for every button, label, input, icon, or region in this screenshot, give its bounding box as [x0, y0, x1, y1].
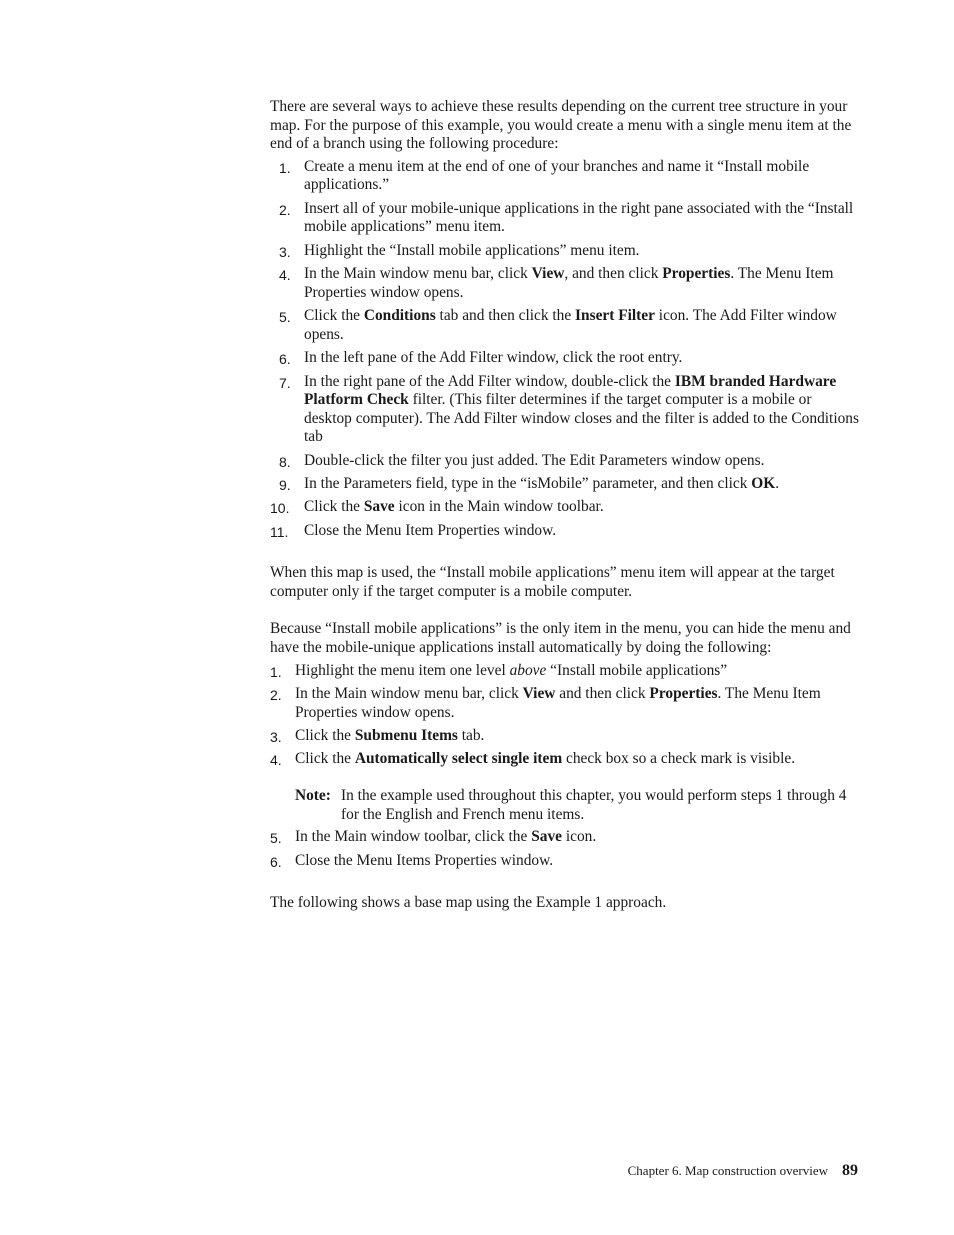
step-number: 10. — [270, 500, 290, 517]
step-number: 4. — [279, 267, 291, 284]
page-content — [270, 98, 860, 913]
step-number: 11. — [270, 523, 289, 540]
list-item: 6. Close the Menu Items Properties window. — [270, 851, 554, 870]
list-item: 3. Click the Submenu Items tab. — [270, 726, 485, 745]
list-item: 2. Insert all of your mobile-unique applications in the right pane associated with the “Install mobile applications” menu item. — [279, 199, 854, 236]
list-item: 4. In the Main window menu bar, click View, and then click Properties. The Menu Item Properties window opens. — [279, 265, 834, 301]
step-number: 1. — [270, 663, 282, 680]
note-label: Note: — [295, 786, 331, 804]
list-item: 5. In the Main window toolbar, click the Save icon. — [270, 828, 597, 847]
list-item: 11. Close the Menu Item Properties window. — [270, 521, 557, 540]
step-number: 4. — [270, 752, 282, 769]
list-item: 3. Highlight the “Install mobile applications” menu item. — [279, 241, 640, 260]
list-item: 2. In the Main window menu bar, click View and then click Properties. The Menu Item Properties window opens. — [270, 685, 821, 721]
step-number: 6. — [279, 351, 291, 368]
list-item: 1. Highlight the menu item one level above “Install mobile applications” — [270, 661, 728, 680]
step-number: 2. — [270, 687, 282, 703]
step-number: 5. — [279, 309, 291, 326]
list-item: 6. In the left pane of the Add Filter window, click the root entry. — [279, 349, 683, 368]
page-number: 89 — [842, 1162, 858, 1179]
list-item: 1. Create a menu item at the end of one of your branches and name it “Install mobile applications.” — [279, 157, 810, 194]
step-number: 9. — [279, 477, 291, 494]
list-item: 9. In the Parameters field, type in the “isMobile” parameter, and then click OK. — [279, 475, 780, 494]
hide-menu-paragraph: Because “Install mobile applications” is the only item in the menu, you can hide the menu and have the mobile-unique applications install automatically by doing the following: — [270, 620, 851, 657]
step-number: 8. — [279, 453, 291, 470]
list-item: 5. Click the Conditions tab and then click the Insert Filter icon. The Add Filter window opens. — [279, 307, 837, 343]
note-text: In the example used throughout this chapter, you would perform steps 1 through 4 for the English and French menu items. — [341, 786, 847, 823]
chapter-title: Chapter 6. Map construction overview — [627, 1163, 828, 1178]
closing-paragraph: The following shows a base map using the Example 1 approach. — [270, 893, 667, 911]
note-block — [295, 787, 860, 824]
step-number: 2. — [279, 201, 291, 218]
step-number: 7. — [279, 374, 291, 391]
list-item: 4. Click the Automatically select single item check box so a check mark is visible. — [270, 750, 796, 769]
list-item: 10. Click the Save icon in the Main window toolbar. — [270, 498, 604, 517]
step-number: 3. — [279, 243, 291, 260]
intro-paragraph: There are several ways to achieve these results depending on the current tree structure in your map. For the purpose of this example, you would create a menu with a single menu item at the end of a branch using the following procedure: — [270, 98, 852, 153]
list-item: 8. Double-click the filter you just added. The Edit Parameters window opens. — [279, 451, 765, 470]
step-number: 1. — [279, 159, 291, 176]
procedure-list — [270, 158, 860, 541]
step-number: 5. — [270, 830, 282, 847]
hide-menu-list-continued — [270, 828, 860, 870]
step-number: 6. — [270, 853, 282, 870]
usage-paragraph: When this map is used, the “Install mobile applications” menu item will appear at the target computer only if the target computer is a mobile computer. — [270, 564, 835, 600]
list-item: 7. In the right pane of the Add Filter window, double-click the IBM branded Hardware Platform Check filter. (This filter determines if the target computer is a mobile or desktop computer). The Add Filter window closes and the filter is added to the Conditions tab — [279, 372, 859, 446]
hide-menu-list — [270, 662, 860, 769]
page-footer — [0, 1162, 858, 1180]
step-number: 3. — [270, 728, 282, 745]
